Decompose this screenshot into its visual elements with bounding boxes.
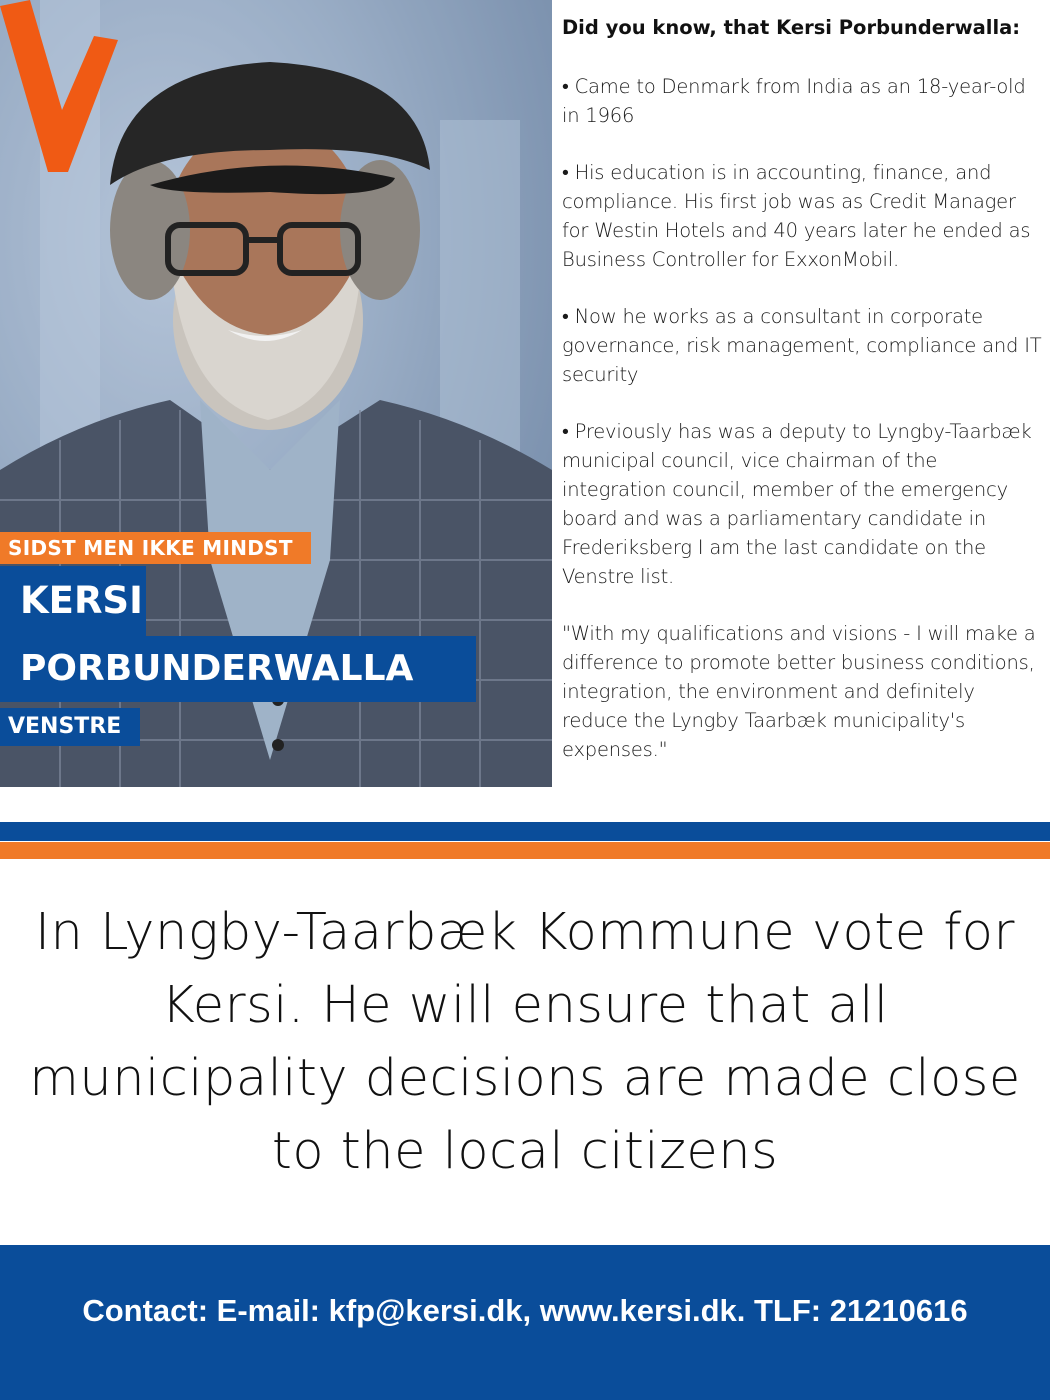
candidate-photo: [0, 0, 552, 787]
info-bullet: • Now he works as a consultant in corporate governance, risk management, compliance and IT security: [562, 305, 1042, 386]
info-bullet: • Previously has was a deputy to Lyngby-Taarbæk municipal council, vice chairman of the integration council, member of the emergency board and was a parliamentary candidate in Frederiksberg I am the last candidate on the Venstre list.: [562, 420, 1032, 588]
campaign-slogan: In Lyngby-Taarbæk Kommune vote for Kersi. He will ensure that all municipality decisions are made close to the local citizens: [29, 903, 1021, 1181]
party-name: VENSTRE: [0, 708, 140, 746]
campaign-tagline: SIDST MEN IKKE MINDST: [0, 532, 311, 564]
info-bullet: • Came to Denmark from India as an 18-year-old in 1966: [562, 75, 1026, 127]
contact-info: Contact: E-mail: kfp@kersi.dk, www.kersi.dk. TLF: 21210616: [82, 1293, 968, 1328]
candidate-first-name: KERSI: [0, 566, 146, 636]
venstre-v-logo: [0, 0, 118, 172]
info-heading: Did you know, that Kersi Porbunderwalla:: [562, 16, 1021, 39]
orange-divider-stripe: [0, 842, 1050, 859]
candidate-last-name: PORBUNDERWALLA: [0, 636, 476, 702]
candidate-info: [562, 14, 1046, 792]
info-quote: "With my qualifications and visions - I will make a difference to promote better business conditions, integration, the environment and definitely reduce the Lyngby Taarbæk municipality's expenses.": [562, 622, 1036, 761]
info-bullet: • His education is in accounting, finance, and compliance. His first job was as Credit Manager for Westin Hotels and 40 years later he ended as Business Controller for ExxonMobil.: [562, 161, 1031, 271]
blue-divider-stripe: [0, 822, 1050, 841]
